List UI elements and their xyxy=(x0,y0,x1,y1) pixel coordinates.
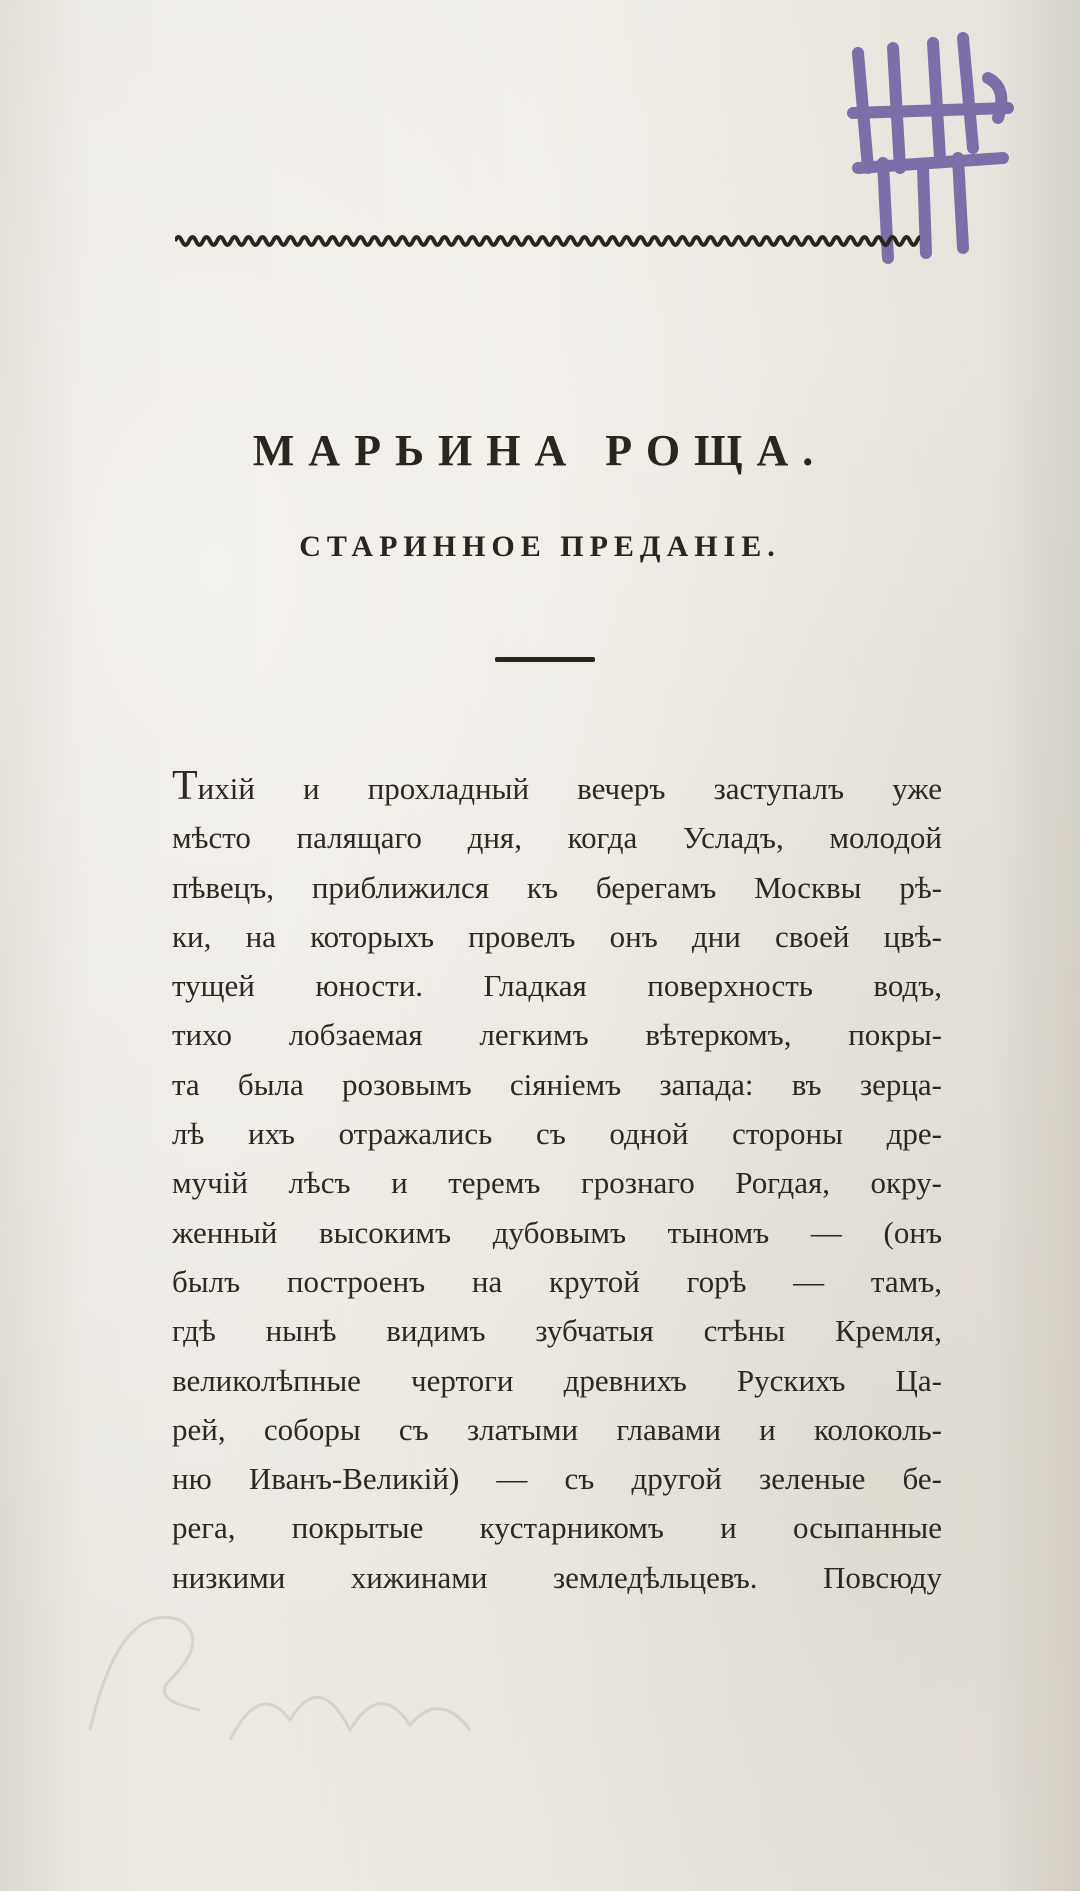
wavy-ornament-rule xyxy=(175,230,920,252)
text-line: мучій лѣсъ и теремъ грознаго Рогдая, окру- xyxy=(172,1165,942,1201)
bleed-through-texture xyxy=(165,300,985,390)
section-divider xyxy=(495,657,595,662)
text-line: тихо лобзаемая легкимъ вѣтеркомъ, покры- xyxy=(172,1017,942,1053)
text-line: мѣсто палящаго дня, когда Усладъ, молодой xyxy=(172,820,942,856)
text-line: ки, на которыхъ провелъ онъ дни своей цвѣ- xyxy=(172,918,942,954)
text-line: пѣвецъ, приближился къ берегамъ Москвы рѣ- xyxy=(172,869,942,905)
text-line: гдѣ нынѣ видимъ зубчатыя стѣны Кремля, xyxy=(172,1313,942,1349)
body-text xyxy=(172,764,942,1602)
text-line: тущей юности. Гладкая поверхность водъ, xyxy=(172,968,942,1004)
text-line: лѣ ихъ отражались съ одной стороны дре- xyxy=(172,1116,942,1152)
text-line: та была розовымъ сіяніемъ запада: въ зерца- xyxy=(172,1066,942,1102)
drop-cap: Т xyxy=(172,764,198,809)
page-title: МАРЬИНА РОЩА. xyxy=(252,426,828,475)
page-subtitle: СТАРИННОЕ ПРЕДАНІЕ. xyxy=(299,530,781,563)
text-line: ню Иванъ-Великій) — съ другой зеленые бе- xyxy=(172,1461,942,1497)
text-line: былъ построенъ на крутой горѣ — тамъ, xyxy=(172,1263,942,1299)
text-line: рега, покрытые кустарникомъ и осыпанные xyxy=(172,1510,942,1546)
text-line: великолѣпные чертоги древнихъ Рускихъ Ца- xyxy=(172,1362,942,1398)
text-line: рей, соборы съ златыми главами и колоколь- xyxy=(172,1411,942,1447)
text-line: Тихій и прохладный вечеръ заступалъ уже xyxy=(172,764,942,809)
text-line: низкими хижинами земледѣльцевъ. Повсюду xyxy=(172,1559,942,1595)
text-line: женный высокимъ дубовымъ тыномъ — (онъ xyxy=(172,1214,942,1250)
pencil-scribble-mark xyxy=(60,1560,520,1760)
